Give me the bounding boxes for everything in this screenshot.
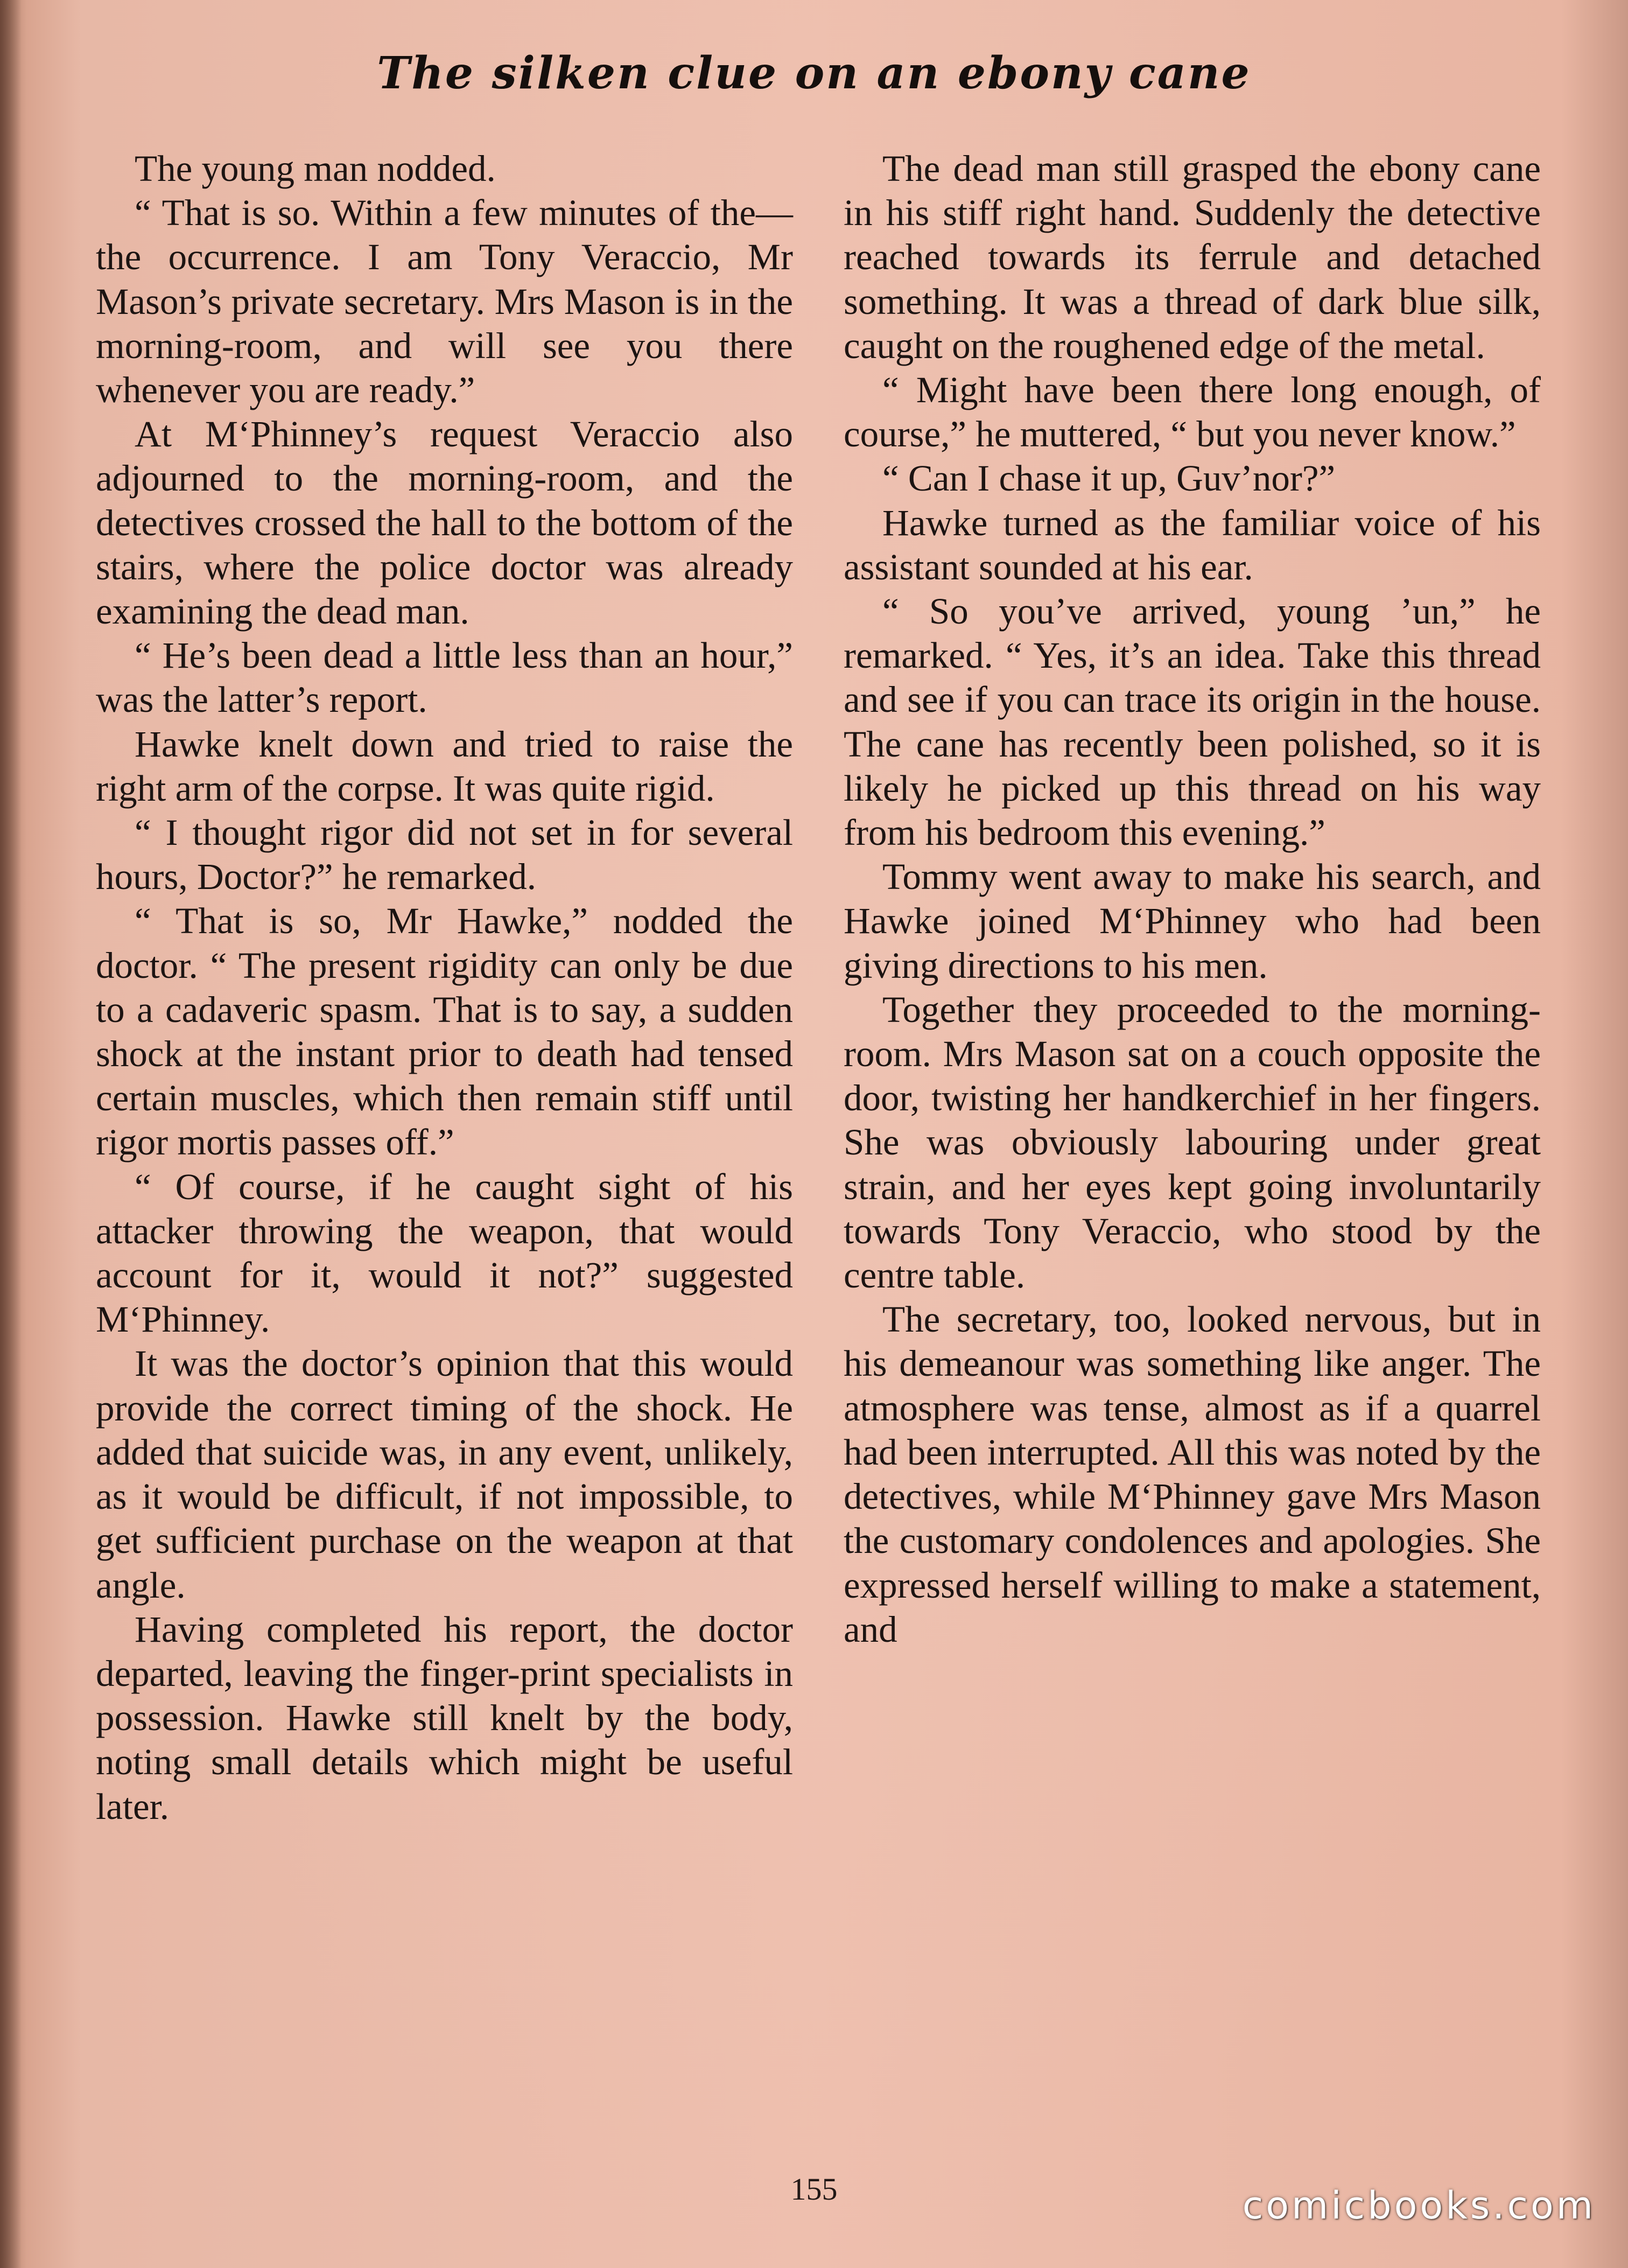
paragraph: It was the doctor’s opinion that this would provide the correct timing of the shock. He added that suicide was, in any event, unlikely, as it would be difficult, if not impossible, to get sufficient purchase on the weapon at that angle. bbox=[96, 1343, 793, 1606]
paragraph: At M‘Phinney’s request Veraccio also adjourned to the morning-room, and the detectives crossed the hall to the bottom of the stairs, where the police doctor was already examining the dead man. bbox=[96, 414, 793, 632]
paragraph: Hawke turned as the familiar voice of his assistant sounded at his ear. bbox=[844, 502, 1541, 587]
paragraph: The dead man still grasped the ebony cane in his stiff right hand. Suddenly the detective reached towards its ferrule and detached something. It was a thread of dark blue silk, caught on the roughened edge of the metal. bbox=[844, 148, 1541, 366]
paragraph: The secretary, too, looked nervous, but in his demeanour was something like anger. The atmosphere was tense, almost as if a quarrel had been interrupted. All this was noted by the detectives, while M‘Phinney gave Mrs Mason the customary condolences and apologies. She expressed herself willing to make a statement, and bbox=[844, 1299, 1541, 1650]
paragraph: Having completed his report, the doctor departed, leaving the finger-print specialists in possession. Hawke still knelt by the body, noting small details which might be useful later. bbox=[96, 1608, 793, 1827]
paragraph: Together they proceeded to the morning-room. Mrs Mason sat on a couch opposite the door, twisting her handkerchief in her fingers. She was obviously labouring under great strain, and her eyes kept going involuntarily towards Tony Veraccio, who stood by the centre table. bbox=[844, 989, 1541, 1296]
paragraph: Hawke knelt down and tried to raise the right arm of the corpse. It was quite rigid. bbox=[96, 723, 793, 809]
paragraph: “ He’s been dead a little less than an hour,” was the latter’s report. bbox=[96, 635, 793, 720]
page-header-title: The silken clue on an ebony cane bbox=[377, 47, 1251, 99]
page-binding-shadow bbox=[0, 0, 22, 2268]
paragraph: “ Can I chase it up, Guv’nor?” bbox=[882, 458, 1336, 499]
paragraph: The young man nodded. bbox=[135, 148, 496, 189]
paragraph: “ That is so, Mr Hawke,” nodded the doctor. “ The present rigidity can only be due to a cadaveric spasm. That is to say, a sudden shock at the instant prior to death had tensed certain muscles, which then remain stiff until rigor mortis passes off.” bbox=[96, 900, 793, 1163]
paragraph: “ So you’ve arrived, young ’un,” he remarked. “ Yes, it’s an idea. Take this thread and see if you can trace its origin in the house. The cane has recently been polished, so it is likely he picked up this thread on his way from his bedroom this evening.” bbox=[844, 591, 1541, 853]
site-watermark: comicbooks.com bbox=[1242, 2183, 1596, 2228]
paragraph: “ I thought rigor did not set in for several hours, Doctor?” he remarked. bbox=[96, 812, 793, 898]
paragraph: “ That is so. Within a few minutes of the—the occurrence. I am Tony Veraccio, Mr Mason’s private secretary. Mrs Mason is in the morning-room, and will see you there whenever you are ready.” bbox=[96, 192, 793, 411]
text-column-left bbox=[96, 146, 793, 1829]
text-column-right bbox=[844, 146, 1541, 1651]
paragraph: “ Of course, if he caught sight of his attacker throwing the weapon, that would account for it, would it not?” suggested M‘Phinney. bbox=[96, 1166, 793, 1340]
paragraph: “ Might have been there long enough, of course,” he muttered, “ but you never know.” bbox=[844, 369, 1541, 455]
paragraph: Tommy went away to make his search, and Hawke joined M‘Phinney who had been giving directions to his men. bbox=[844, 856, 1541, 986]
page-number: 155 bbox=[790, 2172, 838, 2207]
